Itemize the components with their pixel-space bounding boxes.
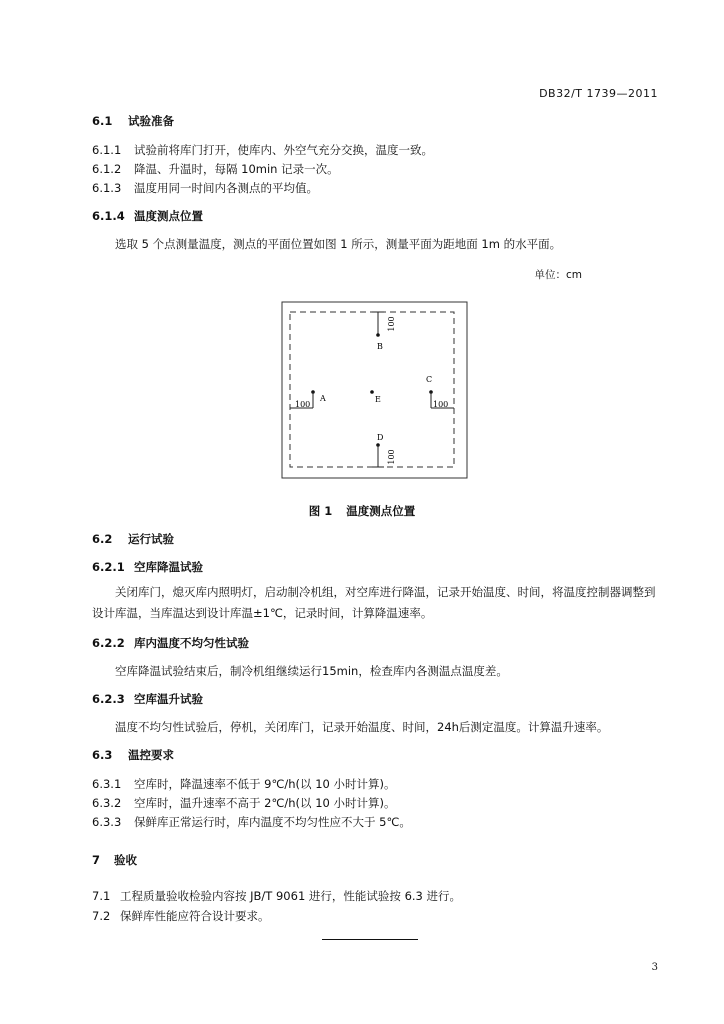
dimension-label-left: 100 — [295, 400, 311, 409]
clause-6-1-2 — [92, 161, 339, 177]
section-number: 6.1 — [92, 114, 113, 128]
clause-6-3-1 — [92, 776, 395, 792]
section-7-heading — [92, 852, 137, 868]
section-title: 验收 — [114, 853, 137, 867]
clause-title: 空库降温试验 — [134, 560, 203, 574]
clause-text: 保鲜库性能应符合设计要求。 — [120, 909, 270, 923]
page-number: 3 — [651, 962, 658, 973]
clause-number: 6.2.3 — [92, 692, 125, 706]
clause-number: 6.1.1 — [92, 143, 122, 157]
outer-frame — [282, 302, 467, 478]
clause-title: 温度测点位置 — [134, 209, 203, 223]
clause-text: 降温、升温时，每隔 10min 记录一次。 — [134, 162, 339, 176]
clause-6-2-3-heading — [92, 691, 203, 707]
clause-6-1-1 — [92, 142, 433, 158]
clause-text: 空库时，温升速率不高于 2℃/h(以 10 小时计算)。 — [134, 796, 396, 810]
figure-caption — [0, 503, 724, 519]
unit-note: 单位：cm — [534, 269, 582, 281]
section-number: 6.3 — [92, 748, 113, 762]
point-e-label: E — [375, 395, 381, 404]
clause-number: 6.1.2 — [92, 162, 122, 176]
point-d-label: D — [377, 433, 384, 442]
clause-6-3-3 — [92, 814, 411, 830]
inner-dashed-frame — [290, 312, 454, 467]
clause-text: 保鲜库正常运行时，库内温度不均匀性应不大于 5℃。 — [134, 815, 411, 829]
point-c-label: C — [426, 375, 433, 384]
clause-title: 库内温度不均匀性试验 — [134, 636, 249, 650]
clause-number: 6.3.1 — [92, 777, 122, 791]
clause-text: 试验前将库门打开，使库内、外空气充分交换，温度一致。 — [134, 143, 433, 157]
section-6-3-heading — [92, 747, 174, 763]
clause-number: 6.3.2 — [92, 796, 122, 810]
point-b-label: B — [377, 342, 383, 351]
clause-text: 工程质量验收检验内容按 JB/T 9061 进行，性能试验按 6.3 进行。 — [120, 889, 462, 903]
section-title: 试验准备 — [128, 114, 174, 128]
clause-6-3-2 — [92, 795, 395, 811]
dimension-label-right: 100 — [433, 400, 449, 409]
point-b-dot — [376, 333, 380, 337]
section-title: 温控要求 — [128, 748, 174, 762]
clause-7-2 — [92, 908, 270, 924]
clause-6-1-4-heading — [92, 208, 203, 224]
clause-7-1 — [92, 888, 461, 904]
figure-number: 图 1 — [308, 504, 333, 518]
clause-number: 7.2 — [92, 909, 111, 923]
clause-number: 6.1.4 — [92, 209, 125, 223]
section-number: 6.2 — [92, 532, 113, 546]
clause-6-2-2-text: 空库降温试验结束后，制冷机组继续运行15min，检查库内各测温点温度差。 — [115, 664, 508, 678]
clause-text: 空库时，降温速率不低于 9℃/h(以 10 小时计算)。 — [134, 777, 396, 791]
section-title: 运行试验 — [128, 532, 174, 546]
section-6-1-heading — [92, 113, 174, 129]
measurement-point-diagram — [280, 300, 470, 480]
clause-number: 6.2.2 — [92, 636, 125, 650]
dimension-label-bottom: 100 — [387, 449, 396, 465]
section-6-2-heading — [92, 531, 174, 547]
figure-title: 温度测点位置 — [346, 504, 416, 518]
end-rule — [322, 939, 418, 940]
clause-6-2-1-heading — [92, 559, 203, 575]
clause-6-2-1-text: 关闭库门，熄灭库内照明灯，启动制冷机组，对空库进行降温，记录开始温度、时间，将温度控制器调整到设计库温，当库温达到设计库温±1℃，记录时间，计算降温速率。 — [92, 585, 656, 620]
clause-6-1-4-text: 选取 5 个点测量温度，测点的平面位置如图 1 所示，测量平面为距地面 1m 的水平面。 — [115, 237, 562, 251]
clause-number: 6.2.1 — [92, 560, 125, 574]
clause-text: 温度用同一时间内各测点的平均值。 — [134, 181, 318, 195]
document-code: DB32/T 1739—2011 — [539, 87, 658, 100]
point-a-label: A — [320, 394, 326, 403]
clause-6-1-3 — [92, 180, 318, 196]
point-e-dot — [370, 390, 374, 394]
clause-6-2-2-heading — [92, 635, 249, 651]
dimension-label-top: 100 — [387, 316, 396, 332]
section-number: 7 — [92, 853, 101, 867]
clause-6-2-3-text: 温度不均匀性试验后，停机，关闭库门，记录开始温度、时间，24h后测定温度。计算温升速率。 — [115, 720, 609, 734]
clause-number: 6.3.3 — [92, 815, 122, 829]
clause-number: 6.1.3 — [92, 181, 122, 195]
clause-number: 7.1 — [92, 889, 111, 903]
clause-title: 空库温升试验 — [134, 692, 203, 706]
